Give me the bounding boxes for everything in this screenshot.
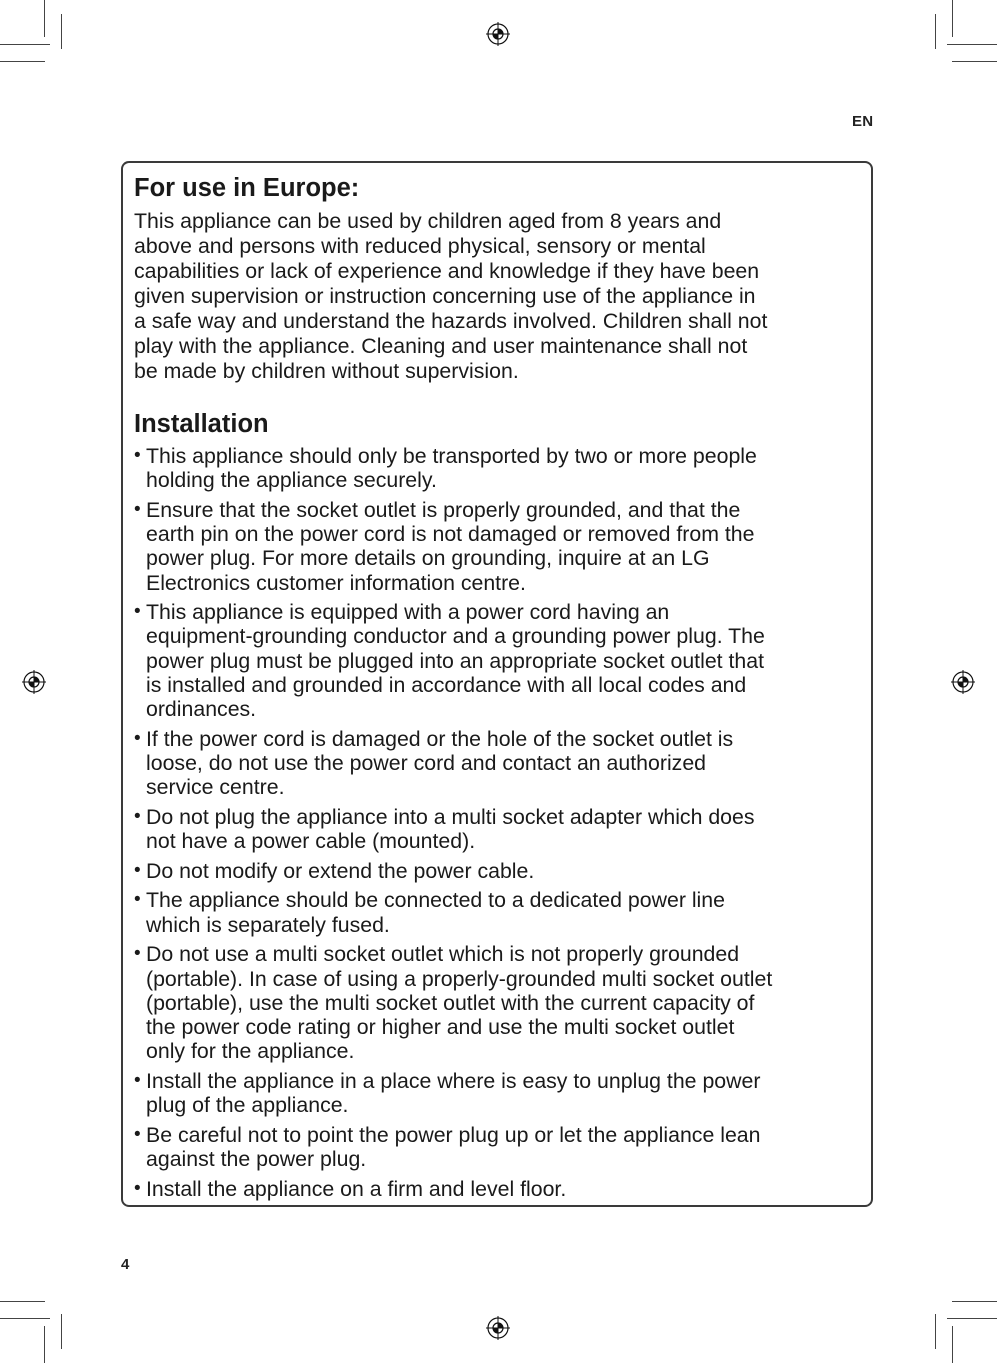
crop-mark [952,1326,953,1363]
bullet-icon: • [134,498,141,520]
list-item-line: This appliance should only be transported by two or more people [146,444,757,468]
list-item-line: Ensure that the socket outlet is properly grounded, and that the [146,497,741,522]
list-item-line: service centre. [146,775,285,800]
crop-mark [61,1314,62,1349]
list-item-line: is installed and grounded in accordance with all local codes and [146,672,747,697]
installation-list-item [134,859,859,883]
crop-mark [61,14,62,49]
list-item-line: not have a power cable (mounted). [146,829,476,854]
installation-list-item [134,727,859,800]
list-item-line: (portable). In case of using a properly-grounded multi socket outlet [146,966,773,991]
paragraph-line: play with the appliance. Cleaning and user maintenance shall not [134,334,748,358]
europe-paragraph [134,209,859,384]
list-item-line: Electronics customer information centre. [146,570,526,595]
list-item-line: power plug. For more details on grounding, inquire at an LG [146,546,710,571]
crop-mark [0,44,50,45]
list-item-line: Do not modify or extend the power cable. [146,858,535,883]
bullet-icon: • [134,727,141,749]
bullet-icon: • [134,1177,141,1199]
list-item-line: holding the appliance securely. [146,468,437,493]
crop-mark [0,61,45,62]
list-item-line: earth pin on the power cord is not damaged or removed from the [146,522,755,547]
crop-mark [0,1301,45,1302]
list-item-line: the power code rating or higher and use the multi socket outlet [146,1014,735,1039]
crop-mark [935,14,936,49]
installation-list-item [134,1123,859,1171]
crop-mark [952,1301,997,1302]
list-item-line: only for the appliance. [146,1039,355,1064]
crop-mark [947,1318,997,1319]
list-item-line: Install the appliance on a firm and level floor. [146,1176,567,1201]
page-number: 4 [121,1256,130,1273]
paragraph-line: This appliance can be used by children aged from 8 years and [134,209,722,233]
list-item-line: equipment-grounding conductor and a grounding power plug. The [146,624,765,649]
list-item-line: loose, do not use the power cord and contact an authorized [146,750,707,775]
list-item-line: Do not plug the appliance into a multi socket adapter which does [146,804,755,829]
bullet-icon: • [134,1069,141,1091]
crop-mark [947,44,997,45]
paragraph-line: given supervision or instruction concerning use of the appliance in [134,284,756,308]
installation-list-item [134,444,859,492]
crop-mark [935,1314,936,1349]
bullet-icon: • [134,601,141,623]
installation-heading: Installation [134,410,269,438]
installation-list-item [134,1069,859,1117]
crop-mark [0,1318,50,1319]
list-item-line: The appliance should be connected to a dedicated power line [146,888,725,913]
list-item-line: If the power cord is damaged or the hole of the socket outlet is [146,726,734,751]
paragraph-line: above and persons with reduced physical, sensory or mental [134,234,706,258]
list-item-line: This appliance is equipped with a power cord having an [146,600,670,625]
paragraph-line: be made by children without supervision. [134,359,519,383]
installation-list-item [134,1177,859,1201]
crop-mark [952,61,997,62]
list-item-line: (portable), use the multi socket outlet with the current capacity of [146,990,755,1015]
installation-list-item [134,942,859,1063]
registration-mark-icon [486,22,510,46]
europe-heading: For use in Europe: [134,174,360,202]
crop-mark [44,0,45,37]
registration-mark-icon [951,670,975,694]
registration-mark-icon [22,670,46,694]
list-item-line: plug of the appliance. [146,1093,349,1118]
bullet-icon: • [134,889,141,911]
paragraph-line: a safe way and understand the hazards involved. Children shall not [134,309,768,333]
bullet-icon: • [134,943,141,965]
list-item-line: Install the appliance in a place where is easy to unplug the power [146,1068,761,1093]
bullet-icon: • [134,859,141,881]
list-item-line: ordinances. [146,697,257,722]
bullet-icon: • [134,1123,141,1145]
list-item-line: Be careful not to point the power plug up or let the appliance lean [146,1122,761,1147]
list-item-line: power plug must be plugged into an appropriate socket outlet that [146,648,765,673]
crop-mark [952,0,953,37]
bullet-icon: • [134,445,141,466]
list-item-line: against the power plug. [146,1146,367,1171]
language-label: EN [852,113,874,130]
installation-list-item [134,888,859,936]
list-item-line: Do not use a multi socket outlet which is not properly grounded [146,942,740,967]
crop-mark [44,1326,45,1363]
installation-list-item [134,498,859,595]
installation-list-item [134,600,859,721]
paragraph-line: capabilities or lack of experience and knowledge if they have been [134,259,760,283]
list-item-line: which is separately fused. [146,912,390,937]
bullet-icon: • [134,805,141,827]
installation-list [134,444,859,1206]
installation-list-item [134,805,859,853]
registration-mark-icon [486,1316,510,1340]
